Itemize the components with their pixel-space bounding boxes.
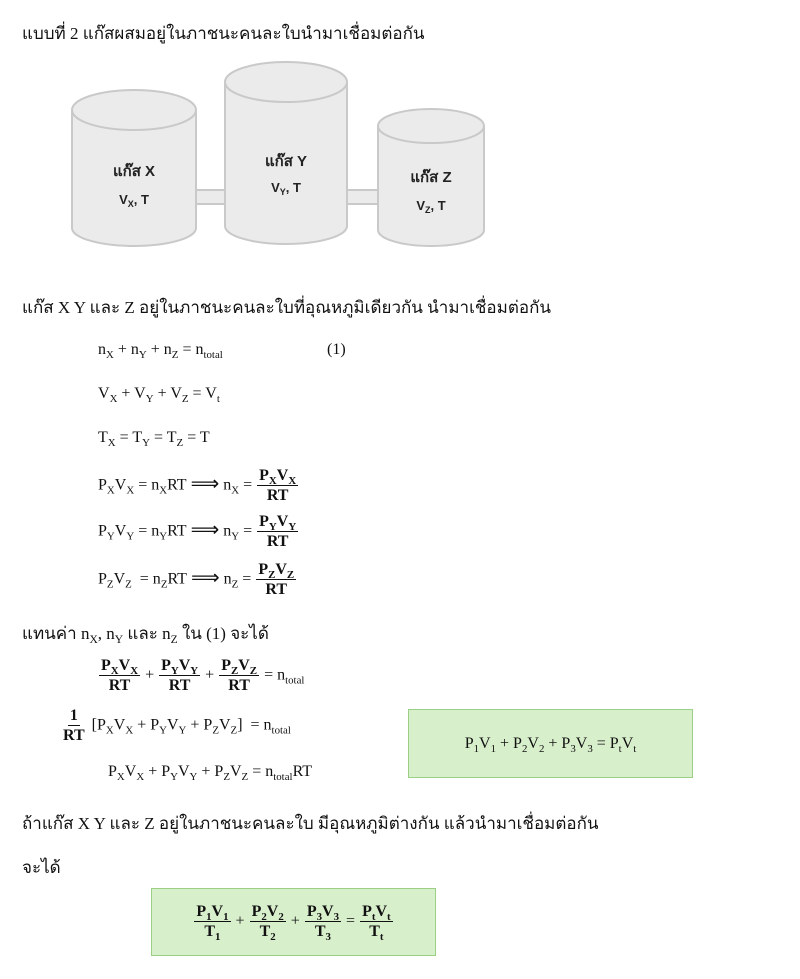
tank-x-volume: $V_X$, T — [119, 192, 149, 209]
equation-factored: $\frac{1}{RT}$ $[P_XV_X + P_YV_Y + P_ZV_Z] = n_{total}$ — [63, 707, 291, 744]
pipe-yz — [346, 190, 380, 204]
equation-ideal-gas-z: $P_ZV_Z = n_ZRT$ ⟹ $n_Z$ = $\frac{P_ZV_Z}{RT}$ — [98, 561, 295, 598]
tank-z-volume: $V_Z$, T — [416, 198, 446, 215]
equation-same-temperature-result: $P_1V_1 + P_2V_2 + P_3V_3 = P_tV_t$ — [464, 734, 637, 755]
tank-y — [225, 62, 347, 244]
tank-x — [72, 90, 196, 246]
tank-z-label: แก๊ส Z — [410, 169, 452, 186]
equation-volume-sum: $V_X + V_Y + V_Z = V_t$ — [98, 385, 220, 405]
equation-different-temperature-result: $\frac{P_1V_1}{T_1}$ + $\frac{P_2V_2}{T_2}$ + $\frac{P_3V_3}{T_3}$ = $\frac{P_tV_t}{T_t}$ — [196, 903, 391, 943]
section-heading: แบบที่ 2 แก๊สผสมอยู่ในภาชนะคนละใบนำมาเชื่อมต่อกัน — [22, 24, 425, 43]
equation-number: (1) — [327, 341, 346, 358]
equation-ideal-gas-x: $P_XV_X = n_XRT$ ⟹ $n_X$ = $\frac{P_XV_X}{RT}$ — [98, 467, 297, 504]
equation-temperature: $T_X = T_Y = T_Z = T$ — [98, 429, 210, 449]
gas-tanks-diagram — [60, 40, 500, 255]
result-text: จะได้ — [22, 858, 61, 877]
equation-ideal-gas-y: $P_YV_Y = n_YRT$ ⟹ $n_Y$ = $\frac{P_YV_Y}{RT}$ — [98, 513, 297, 550]
tank-y-volume: $V_Y$, T — [271, 180, 301, 197]
pipe-xy — [194, 190, 226, 204]
tank-x-label: แก๊ส X — [112, 163, 156, 180]
result-box-different-temperature — [151, 888, 436, 956]
different-temperature-text: ถ้าแก๊ส X Y และ Z อยู่ในภาชนะคนละใบ มีอุณหภูมิต่างกัน แล้วนำมาเชื่อมต่อกัน — [22, 814, 599, 833]
intro-text: แก๊ส X Y และ Z อยู่ในภาชนะคนละใบที่อุณหภูมิเดียวกัน นำมาเชื่อมต่อกัน — [22, 298, 552, 317]
tank-z — [378, 109, 484, 246]
equation-pv-total: $P_XV_X + P_YV_Y + P_ZV_Z = n_{total}RT$ — [108, 763, 313, 783]
result-box-same-temperature — [408, 709, 693, 778]
substitute-text: แทนค่า $n_X$, $n_Y$ และ $n_Z$ ใน (1) จะได้ — [22, 624, 269, 647]
equation-moles-sum: $n_X + n_Y + n_Z = n_{total}$ — [98, 341, 223, 361]
tank-y-label: แก๊ส Y — [264, 153, 308, 170]
equation-substituted-sum: $\frac{P_XV_X}{RT}$ + $\frac{P_YV_Y}{RT}$ + $\frac{P_ZV_Z}{RT}$ = $n_{total}$ — [101, 657, 305, 694]
